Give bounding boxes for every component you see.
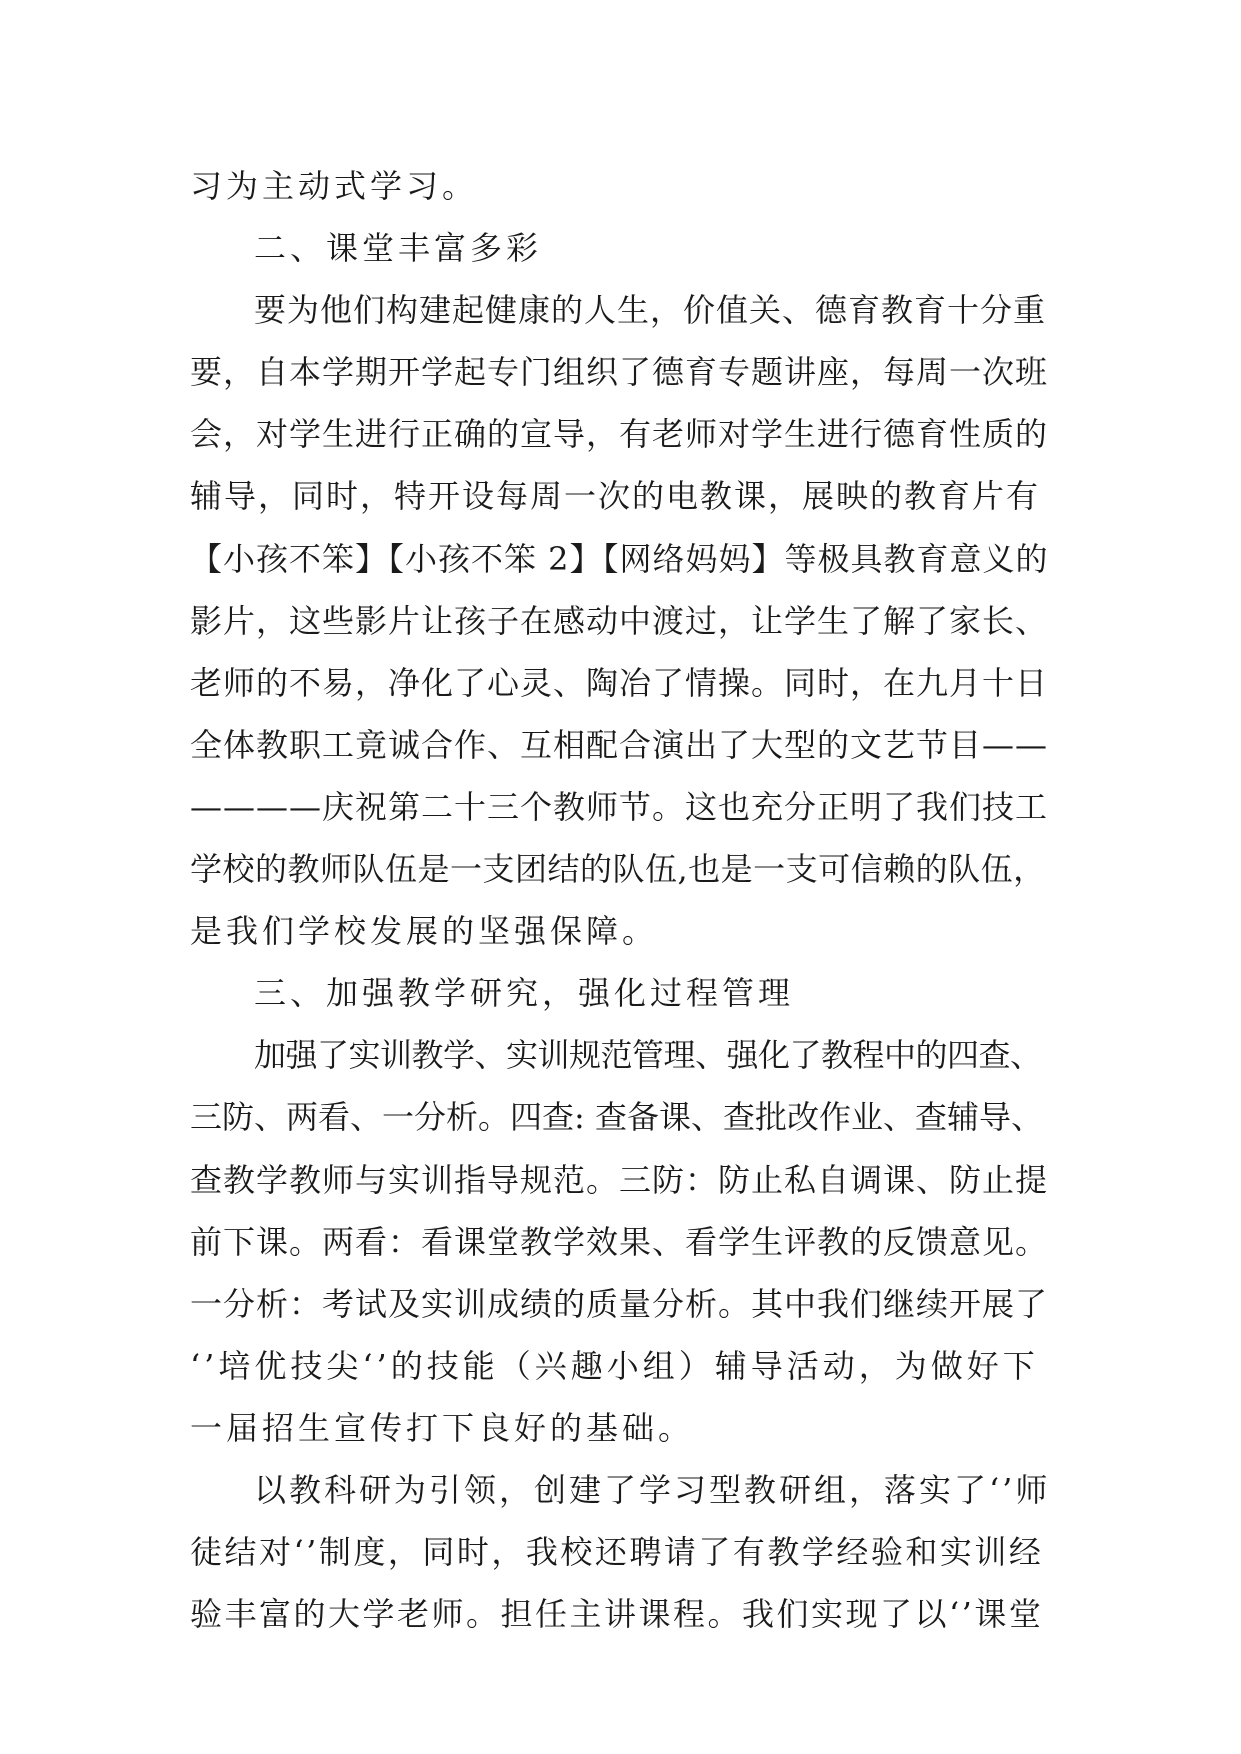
paragraph-line: 前下课。两看：看课堂教学效果、看学生评教的反馈意见。 — [190, 1222, 1049, 1261]
paragraph-line: 徒结对‘’制度，同时，我校还聘请了有教学经验和实训经 — [190, 1533, 1044, 1572]
paragraph-line: ‘’培优技尖‘’的技能（兴趣小组）辅导活动，为做好下 — [190, 1346, 1039, 1385]
section-heading: 三、加强教学研究，强化过程管理 — [254, 974, 795, 1013]
paragraph-line: 是我们学校发展的坚强保障。 — [190, 912, 659, 951]
paragraph-line: 加强了实训教学、实训规范管理、强化了教程中的四查、 — [254, 1036, 1042, 1075]
paragraph-line: 会，对学生进行正确的宣导，有老师对学生进行德育性质的 — [190, 415, 1049, 454]
paragraph-line: 要为他们构建起健康的人生，价值关、德育教育十分重 — [254, 291, 1047, 330]
paragraph-line: 【小孩不笨】【小孩不笨 2】【网络妈妈】等极具教育意义的 — [190, 539, 1049, 578]
paragraph-line: 三防、两看、一分析。四查: 查备课、查批改作业、查辅导、 — [190, 1098, 1043, 1137]
paragraph-line: 要，自本学期开学起专门组织了德育专题讲座，每周一次班 — [190, 353, 1049, 392]
paragraph-line: 一分析：考试及实训成绩的质量分析。其中我们继续开展了 — [190, 1284, 1049, 1323]
paragraph-line: 老师的不易，净化了心灵、陶冶了情操。同时，在九月十日 — [190, 663, 1049, 702]
paragraph-line: 学校的教师队伍是一支团结的队伍,也是一支可信赖的队伍， — [190, 850, 1046, 889]
paragraph-line: 查教学教师与实训指导规范。三防：防止私自调课、防止提 — [190, 1160, 1049, 1199]
paragraph-line: 验丰富的大学老师。担任主讲课程。我们实现了以‘’课堂 — [190, 1595, 1044, 1634]
document-body — [190, 155, 1052, 1645]
section-heading: 二、课堂丰富多彩 — [254, 229, 543, 268]
paragraph-line: 辅导，同时，特开设每周一次的电教课，展映的教育片有 — [190, 477, 1041, 516]
paragraph-line: 一届招生宣传打下良好的基础。 — [190, 1408, 695, 1447]
paragraph-line: ————庆祝第二十三个教师节。这也充分正明了我们技工 — [190, 787, 1049, 826]
paragraph-line: 全体教职工竟诚合作、互相配合演出了大型的文艺节目—— — [190, 725, 1049, 764]
paragraph-line: 习为主动式学习。 — [190, 167, 479, 205]
paragraph-line: 以教科研为引领，创建了学习型教研组，落实了‘’师 — [254, 1470, 1051, 1509]
paragraph-line: 影片，这些影片让孩子在感动中渡过，让学生了解了家长、 — [190, 601, 1049, 640]
